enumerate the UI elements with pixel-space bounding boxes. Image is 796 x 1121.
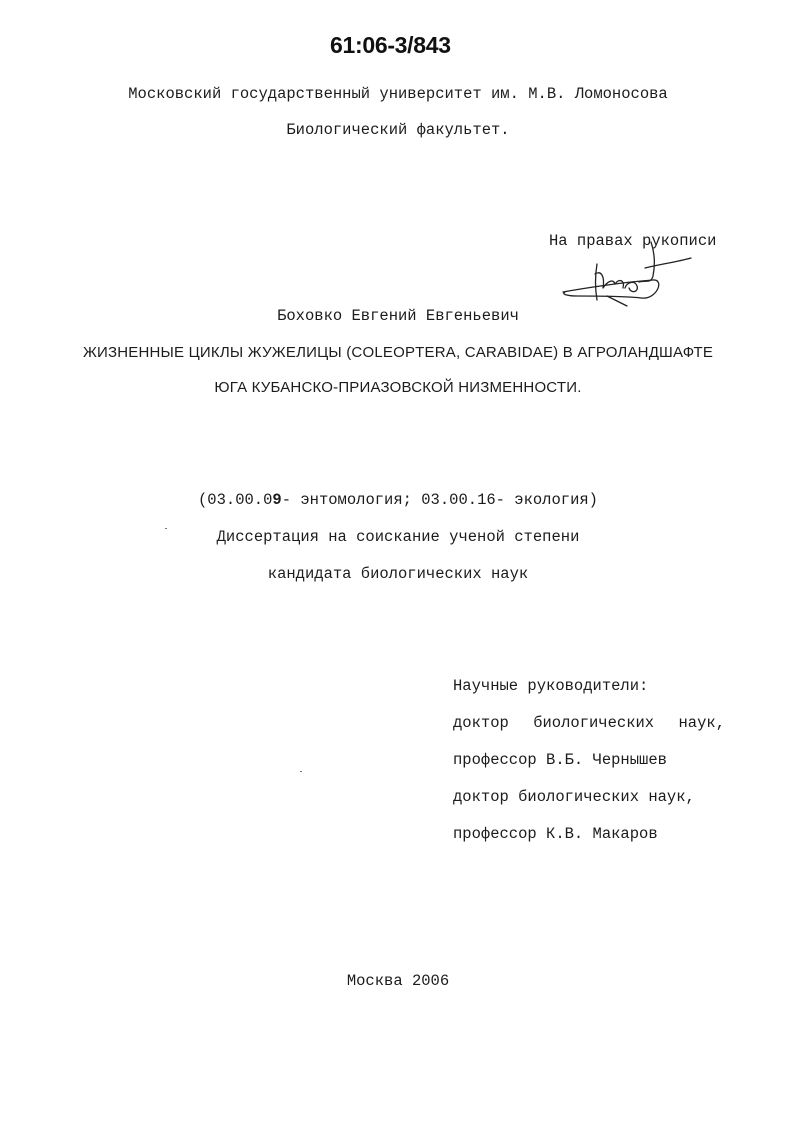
author-name: Боховко Евгений Евгеньевич [277, 307, 519, 325]
advisor-1-degree [453, 713, 725, 733]
advisors-heading: Научные руководители: [453, 677, 649, 695]
advisor-2-degree: доктор биологических наук, [453, 788, 695, 806]
specialties-suffix: - энтомология; 03.00.16- экология) [281, 491, 598, 509]
specialties-digit: 9 [272, 491, 282, 509]
advisor-1-degree-word-3: наук, [678, 714, 725, 732]
specialties-prefix: (03.00.0 [198, 491, 273, 509]
city-year: Москва 2006 [346, 972, 450, 990]
catalog-number: 61:06-3/843 [330, 32, 451, 58]
rights-note: На правах рукописи [549, 232, 717, 250]
dissertation-line-2: кандидата биологических наук [267, 565, 529, 583]
dissertation-line-1: Диссертация на соискание ученой степени [216, 528, 580, 546]
faculty-name: Биологический факультет. [286, 121, 510, 139]
scan-speck [165, 528, 167, 529]
advisor-1-degree-word-1: доктор [453, 714, 509, 732]
advisor-2-name: профессор К.В. Макаров [453, 825, 658, 843]
signature [555, 238, 705, 310]
advisor-1-name: профессор В.Б. Чернышев [453, 751, 667, 769]
title-line-2: ЮГА КУБАНСКО-ПРИАЗОВСКОЙ НИЗМЕННОСТИ. [214, 379, 582, 396]
specialties [0, 490, 796, 510]
title-line-1: ЖИЗНЕННЫЕ ЦИКЛЫ ЖУЖЕЛИЦЫ (COLEOPTERA, CARABIDAE) В АГРОЛАНДШАФТЕ [82, 344, 714, 361]
scan-speck [300, 771, 302, 772]
advisor-1-degree-word-2: биологических [533, 714, 655, 732]
university-name: Московский государственный университет им. М.В. Ломоносова [128, 85, 668, 103]
